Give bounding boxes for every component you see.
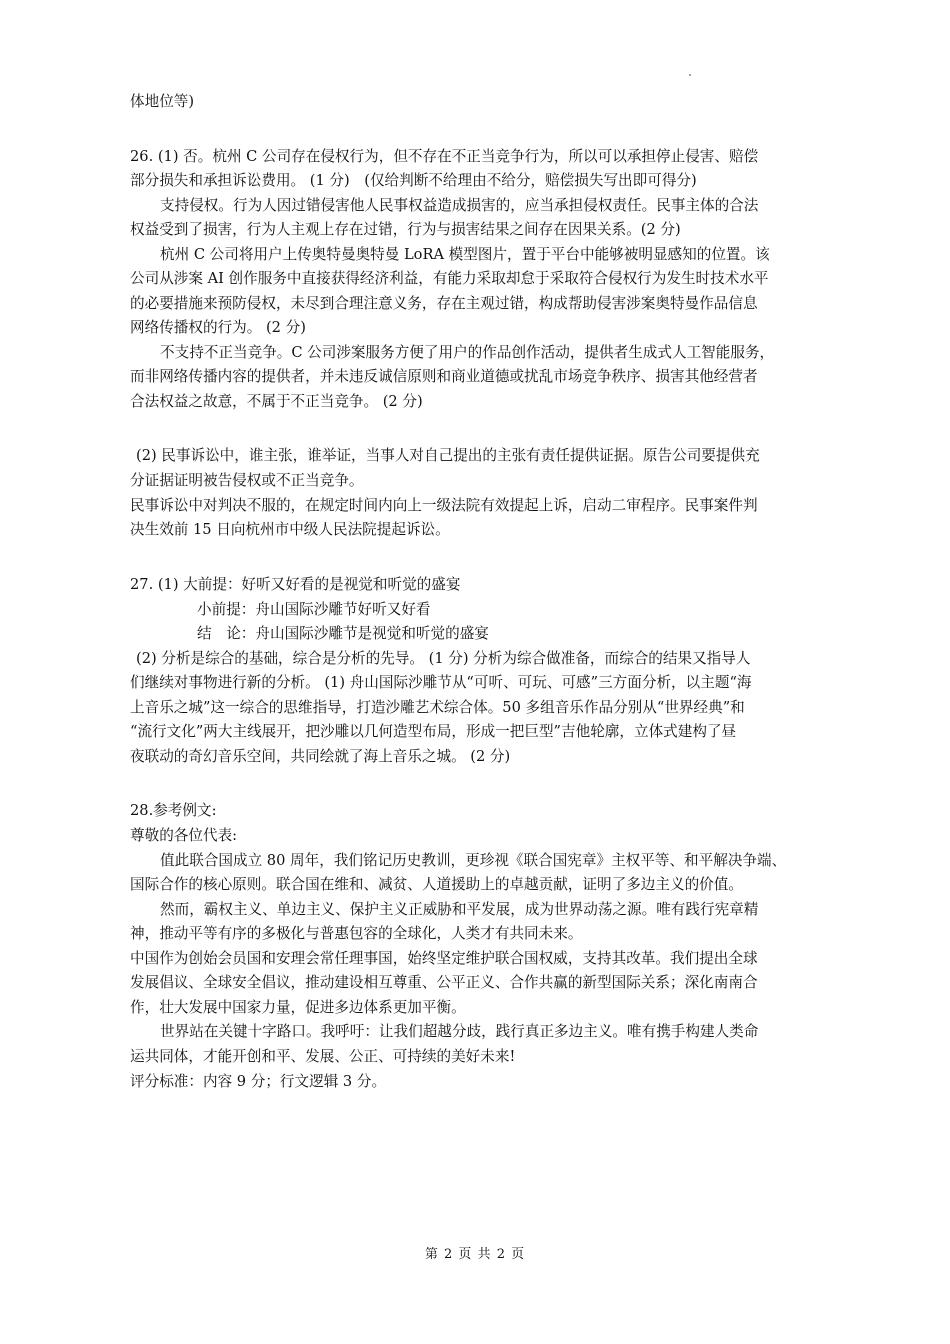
text-line: 网络传播权的行为。 (2 分) xyxy=(130,319,306,336)
text-line: 合法权益之故意，不属于不正当竞争。 (2 分) xyxy=(130,393,423,410)
text-line: 28.参考例文: xyxy=(130,802,217,819)
text-line: 的必要措施来预防侵权，未尽到合理注意义务，存在主观过错，构成帮助侵害涉案奥特曼作品信息 xyxy=(130,295,758,312)
text-line: 部分损失和承担诉讼费用。 (1 分) (仅给判断不给理由不给分，赔偿损失写出即可得分) xyxy=(130,172,697,189)
text-line: 中国作为创始会员国和安理会常任理事国，始终坚定维护联合国权威，支持其改革。我们提出全球 xyxy=(130,950,758,967)
text-line: 结 论：舟山国际沙雕节是视觉和听觉的盛宴 xyxy=(197,625,489,642)
text-line: 民事诉讼中对判决不服的，在规定时间内向上一级法院有效提起上诉，启动二审程序。民事案件判 xyxy=(130,497,758,514)
text-line: 分证据证明被告侵权或不正当竞争。 xyxy=(130,472,364,489)
text-line: 小前提：舟山国际沙雕节好听又好看 xyxy=(197,601,431,618)
text-line: 杭州 C 公司将用户上传奥特曼奥特曼 LoRA 模型图片，置于平台中能够被明显感知的位置。该 xyxy=(160,246,770,263)
text-line: 不支持不正当竞争。C 公司涉案服务方便了用户的作品创作活动，提供者生成式人工智能服务， xyxy=(160,344,775,361)
header-dot xyxy=(689,74,691,76)
text-line: 27. (1) 大前提：好听又好看的是视觉和听觉的盛宴 xyxy=(130,576,461,593)
text-line: 运共同体，才能开创和平、发展、公正、可持续的美好未来! xyxy=(130,1048,516,1065)
text-line: 然而，霸权主义、单边主义、保护主义正威胁和平发展，成为世界动荡之源。唯有践行宪章精 xyxy=(160,901,759,918)
text-line: (2) 分析是综合的基础，综合是分析的先导。 (1 分) 分析为综合做准备，而综合的结果又指导人 xyxy=(136,650,751,667)
text-line: 尊敬的各位代表: xyxy=(130,827,238,844)
text-line: (2) 民事诉讼中，谁主张，谁举证，当事人对自己提出的主张有责任提供证据。原告公司要提供充 xyxy=(136,447,760,464)
text-line: 夜联动的奇幻音乐空间，共同绘就了海上音乐之城。 (2 分) xyxy=(130,748,511,765)
text-line: 发展倡议、全球安全倡议，推动建设相互尊重、公平正义、合作共赢的新型国际关系；深化南南合 xyxy=(130,974,758,991)
text-line: 神，推动平等有序的多极化与普惠包容的全球化，人类才有共同未来。 xyxy=(130,925,583,942)
text-line: 作，壮大发展中国家力量，促进多边体系更加平衡。 xyxy=(130,999,466,1016)
text-line: 决生效前 15 日向杭州市中级人民法院提起诉讼。 xyxy=(130,521,450,538)
text-line: 世界站在关键十字路口。我呼吁：让我们超越分歧，践行真正多边主义。唯有携手构建人类命 xyxy=(160,1023,759,1040)
page-footer: 第 2 页 共 2 页 xyxy=(424,1247,526,1262)
text-line: 评分标准：内容 9 分；行文逻辑 3 分。 xyxy=(130,1073,387,1090)
text-line: 而非网络传播内容的提供者，并未违反诚信原则和商业道德或扰乱市场竞争秩序、损害其他经营者 xyxy=(130,368,758,385)
text-line: 值此联合国成立 80 周年，我们铭记历史教训，更珍视《联合国宪章》主权平等、和平解决争端、 xyxy=(160,852,787,869)
text-line: 26. (1) 否。杭州 C 公司存在侵权行为，但不存在不正当竞争行为，所以可以承担停止侵害、赔偿 xyxy=(130,148,759,165)
text-line: 们继续对事物进行新的分析。 (1) 舟山国际沙雕节从“可听、可玩、可感”三方面分析，以主题“海 xyxy=(130,674,752,691)
text-line: 支持侵权。行为人因过错侵害他人民事权益造成损害的，应当承担侵权责任。民事主体的合法 xyxy=(160,197,759,214)
text-line: 公司从涉案 AI 创作服务中直接获得经济利益，有能力采取却怠于采取符合侵权行为发生时技术水平 xyxy=(130,270,769,287)
text-line: “流行文化”两大主线展开，把沙雕以几何造型布局，形成一把巨型”吉他轮廓，立体式建构了昼 xyxy=(130,723,737,740)
text-line: 国际合作的核心原则。联合国在维和、减贫、人道援助上的卓越贡献，证明了多边主义的价值。 xyxy=(130,876,743,893)
text-line: 上音乐之城”这一综合的思维指导，打造沙雕艺术综合体。50 多组音乐作品分别从“世界经典”和 xyxy=(130,699,745,716)
text-line: 权益受到了损害，行为人主观上存在过错，行为与损害结果之间存在因果关系。(2 分) xyxy=(130,221,681,238)
text-line: 体地位等) xyxy=(130,93,195,110)
